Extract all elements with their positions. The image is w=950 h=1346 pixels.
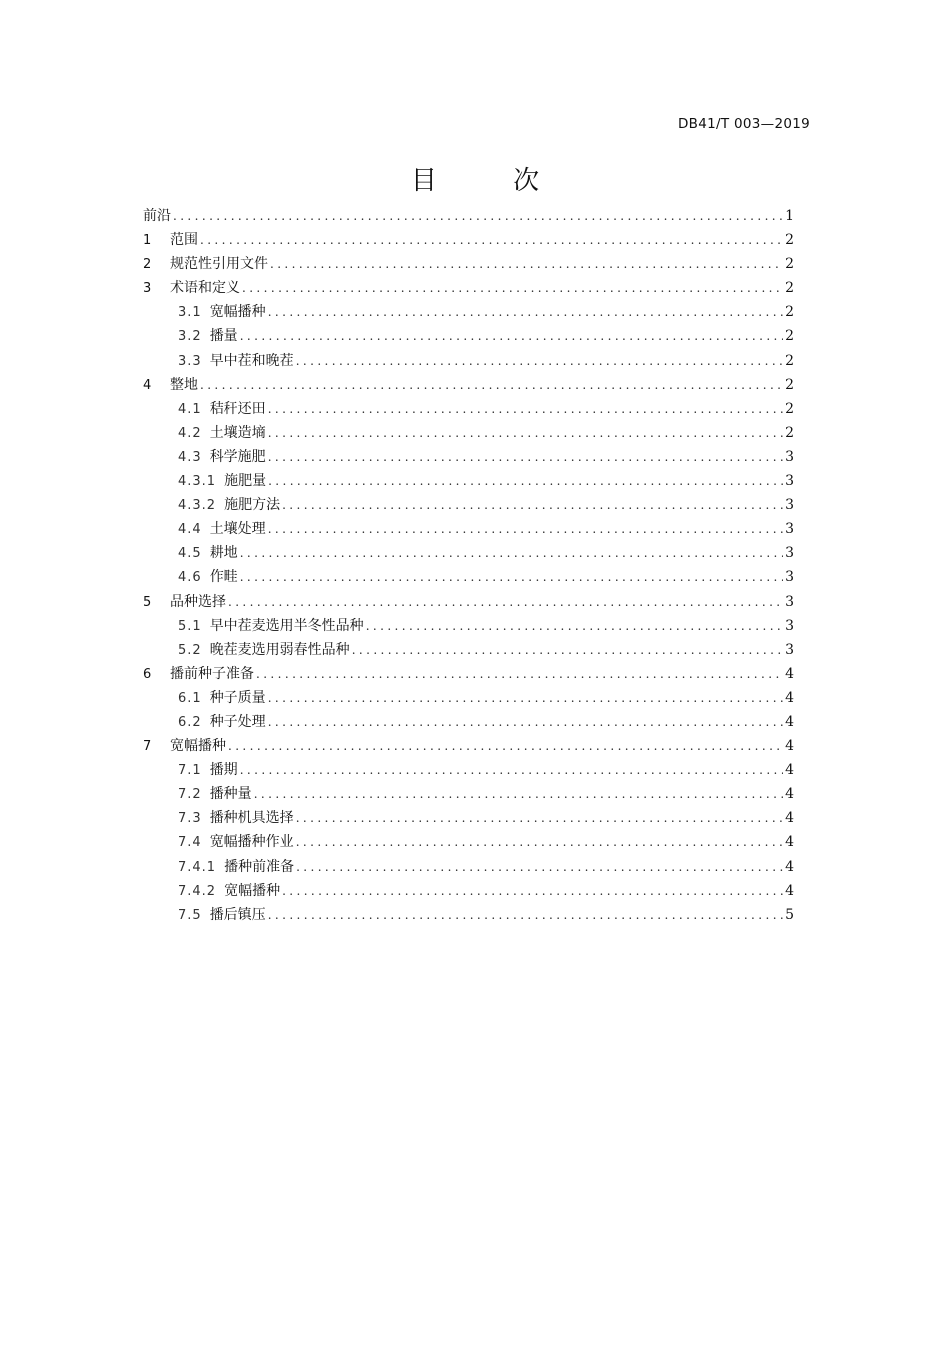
toc-leader-dots — [268, 903, 783, 927]
toc-entry[interactable] — [143, 252, 794, 276]
toc-leader-dots — [268, 517, 783, 541]
toc-entry-page: 4 — [785, 858, 794, 875]
toc-leader-dots — [240, 758, 783, 782]
toc-leader-dots — [268, 397, 783, 421]
toc-leader-dots — [270, 252, 783, 276]
toc-entry[interactable] — [143, 493, 794, 517]
toc-entry-page: 2 — [785, 304, 794, 321]
toc-entry-label: 前沿 — [143, 208, 171, 224]
toc-entry-page: 3 — [785, 593, 794, 610]
toc-entry-number: 7 — [143, 739, 152, 755]
toc-entry-page: 3 — [785, 545, 794, 562]
toc-entry-label: 种子质量 — [209, 689, 266, 706]
toc-entry-label: 晚茬麦选用弱春性品种 — [209, 641, 350, 658]
toc-entry-number: 1 — [143, 233, 152, 249]
toc-entry-label: 播前种子准备 — [170, 665, 254, 682]
toc-entry[interactable] — [143, 710, 794, 734]
toc-entry-page: 3 — [785, 569, 794, 586]
toc-entry-page: 2 — [785, 328, 794, 345]
toc-entry-label: 土壤处理 — [209, 521, 266, 538]
toc-entry-number: 4 — [143, 377, 152, 393]
toc-entry-number: 4.3.1 — [178, 474, 217, 490]
toc-entry-label: 播种量 — [209, 786, 252, 803]
toc-entry-page: 4 — [785, 689, 794, 706]
toc-entry-label: 宽幅播种 — [224, 882, 281, 899]
table-of-contents — [143, 204, 794, 927]
toc-entry-label: 宽幅播种作业 — [209, 834, 294, 851]
toc-leader-dots — [256, 662, 783, 686]
toc-entry-number: 7.2 — [178, 787, 202, 803]
toc-entry[interactable] — [143, 397, 794, 421]
toc-entry[interactable] — [143, 806, 794, 830]
toc-entry-number: 4.5 — [178, 546, 202, 562]
toc-entry[interactable] — [143, 614, 794, 638]
toc-entry-number: 6.2 — [178, 714, 202, 730]
toc-entry[interactable] — [143, 734, 794, 758]
toc-entry-label: 宽幅播种 — [209, 304, 266, 321]
toc-entry-number: 3.3 — [178, 353, 202, 369]
toc-entry[interactable] — [143, 855, 794, 879]
toc-leader-dots — [242, 276, 783, 300]
toc-entry-number: 5.1 — [178, 618, 202, 634]
toc-entry[interactable] — [143, 565, 794, 589]
toc-entry-page: 3 — [785, 521, 794, 538]
toc-entry-label: 播种机具选择 — [209, 810, 294, 827]
toc-entry-number: 4.3.2 — [178, 498, 217, 514]
toc-entry-page: 3 — [785, 617, 794, 634]
toc-entry[interactable] — [143, 782, 794, 806]
toc-entry[interactable] — [143, 300, 794, 324]
toc-leader-dots — [282, 879, 783, 903]
toc-entry[interactable] — [143, 373, 794, 397]
toc-leader-dots — [282, 493, 783, 517]
toc-entry-page: 2 — [785, 424, 794, 441]
toc-entry-label: 种子处理 — [209, 713, 266, 730]
toc-entry-label: 播种前准备 — [224, 858, 295, 875]
toc-entry-label: 术语和定义 — [170, 280, 240, 297]
toc-leader-dots — [296, 806, 783, 830]
toc-leader-dots — [200, 373, 783, 397]
toc-title: 目 次 — [410, 166, 574, 196]
toc-entry-page: 4 — [785, 762, 794, 779]
toc-entry-label: 早中茬和晚茬 — [209, 352, 294, 369]
toc-entry[interactable] — [143, 204, 794, 228]
toc-entry-number: 6.1 — [178, 690, 202, 706]
toc-leader-dots — [296, 349, 783, 373]
document-code: DB41/T 003—2019 — [677, 116, 810, 132]
toc-entry-label: 施肥方法 — [224, 497, 281, 514]
toc-entry-label: 施肥量 — [224, 473, 267, 490]
toc-entry[interactable] — [143, 324, 794, 348]
toc-leader-dots — [268, 445, 783, 469]
toc-entry-number: 7.4.1 — [178, 859, 217, 875]
toc-entry-page: 4 — [785, 738, 794, 755]
toc-entry-number: 4.4 — [178, 522, 202, 538]
toc-entry[interactable] — [143, 638, 794, 662]
toc-entry[interactable] — [143, 541, 794, 565]
toc-entry-label: 播量 — [209, 328, 238, 345]
toc-entry-label: 宽幅播种 — [170, 738, 226, 755]
toc-entry-label: 作畦 — [209, 569, 238, 586]
toc-leader-dots — [352, 638, 783, 662]
toc-entry[interactable] — [143, 662, 794, 686]
toc-entry-number: 7.4 — [178, 835, 202, 851]
toc-entry-label: 播期 — [209, 762, 238, 779]
toc-entry-page: 4 — [785, 786, 794, 803]
toc-leader-dots — [228, 734, 783, 758]
toc-entry-number: 3 — [143, 281, 152, 297]
toc-entry-label: 早中茬麦选用半冬性品种 — [209, 617, 364, 634]
toc-leader-dots — [200, 228, 783, 252]
toc-entry-number: 6 — [143, 666, 152, 682]
toc-entry-page: 2 — [785, 376, 794, 393]
toc-entry-number: 7.3 — [178, 811, 202, 827]
toc-entry-page: 2 — [785, 400, 794, 417]
toc-entry-label: 规范性引用文件 — [170, 256, 268, 273]
toc-entry[interactable] — [143, 517, 794, 541]
toc-leader-dots — [296, 855, 783, 879]
toc-entry[interactable] — [143, 276, 794, 300]
toc-entry-page: 2 — [785, 280, 794, 297]
toc-entry[interactable] — [143, 445, 794, 469]
toc-entry[interactable] — [143, 469, 794, 493]
toc-leader-dots — [240, 565, 783, 589]
toc-entry[interactable] — [143, 590, 794, 614]
toc-entry-label: 品种选择 — [170, 593, 226, 610]
toc-leader-dots — [240, 541, 783, 565]
toc-leader-dots — [268, 421, 783, 445]
toc-entry-page: 4 — [785, 834, 794, 851]
toc-entry[interactable] — [143, 349, 794, 373]
toc-entry-number: 4.1 — [178, 401, 202, 417]
toc-leader-dots — [240, 324, 783, 348]
toc-entry-page: 4 — [785, 665, 794, 682]
toc-entry-number: 7.4.2 — [178, 883, 217, 899]
toc-entry-number: 3.1 — [178, 305, 202, 321]
toc-entry-number: 2 — [143, 257, 152, 273]
toc-entry-number: 5 — [143, 594, 152, 610]
toc-entry-page: 4 — [785, 713, 794, 730]
toc-entry-page: 3 — [785, 641, 794, 658]
toc-entry-page: 2 — [785, 352, 794, 369]
toc-entry-label: 播后镇压 — [209, 906, 266, 923]
toc-leader-dots — [268, 710, 783, 734]
toc-entry-page: 4 — [785, 810, 794, 827]
toc-entry-number: 7.5 — [178, 907, 202, 923]
toc-entry-page: 3 — [785, 448, 794, 465]
toc-entry-page: 1 — [785, 208, 794, 224]
toc-entry-page: 2 — [785, 232, 794, 249]
toc-entry-number: 4.6 — [178, 570, 202, 586]
toc-entry-number: 7.1 — [178, 763, 202, 779]
toc-entry-label: 整地 — [170, 376, 198, 393]
toc-leader-dots — [173, 204, 783, 228]
toc-entry-label: 秸秆还田 — [209, 400, 266, 417]
toc-leader-dots — [268, 686, 783, 710]
toc-entry[interactable] — [143, 228, 794, 252]
toc-entry-page: 3 — [785, 497, 794, 514]
toc-entry-number: 5.2 — [178, 642, 202, 658]
toc-entry[interactable] — [143, 903, 794, 927]
toc-entry[interactable] — [143, 421, 794, 445]
toc-entry[interactable] — [143, 830, 794, 854]
toc-entry-page: 4 — [785, 882, 794, 899]
toc-entry-number: 3.2 — [178, 329, 202, 345]
toc-entry[interactable] — [143, 879, 794, 903]
toc-leader-dots — [366, 614, 783, 638]
toc-entry-label: 土壤造墒 — [209, 424, 266, 441]
toc-entry-label: 科学施肥 — [209, 448, 266, 465]
toc-leader-dots — [228, 590, 783, 614]
toc-leader-dots — [296, 830, 783, 854]
toc-entry[interactable] — [143, 686, 794, 710]
toc-leader-dots — [254, 782, 783, 806]
toc-leader-dots — [268, 300, 783, 324]
toc-entry-page: 3 — [785, 473, 794, 490]
toc-entry-label: 范围 — [170, 232, 198, 249]
toc-entry-page: 5 — [785, 906, 794, 923]
toc-leader-dots — [268, 469, 783, 493]
toc-entry-number: 4.2 — [178, 425, 202, 441]
toc-entry[interactable] — [143, 758, 794, 782]
toc-entry-number: 4.3 — [178, 449, 202, 465]
toc-entry-label: 耕地 — [209, 545, 238, 562]
toc-entry-page: 2 — [785, 256, 794, 273]
